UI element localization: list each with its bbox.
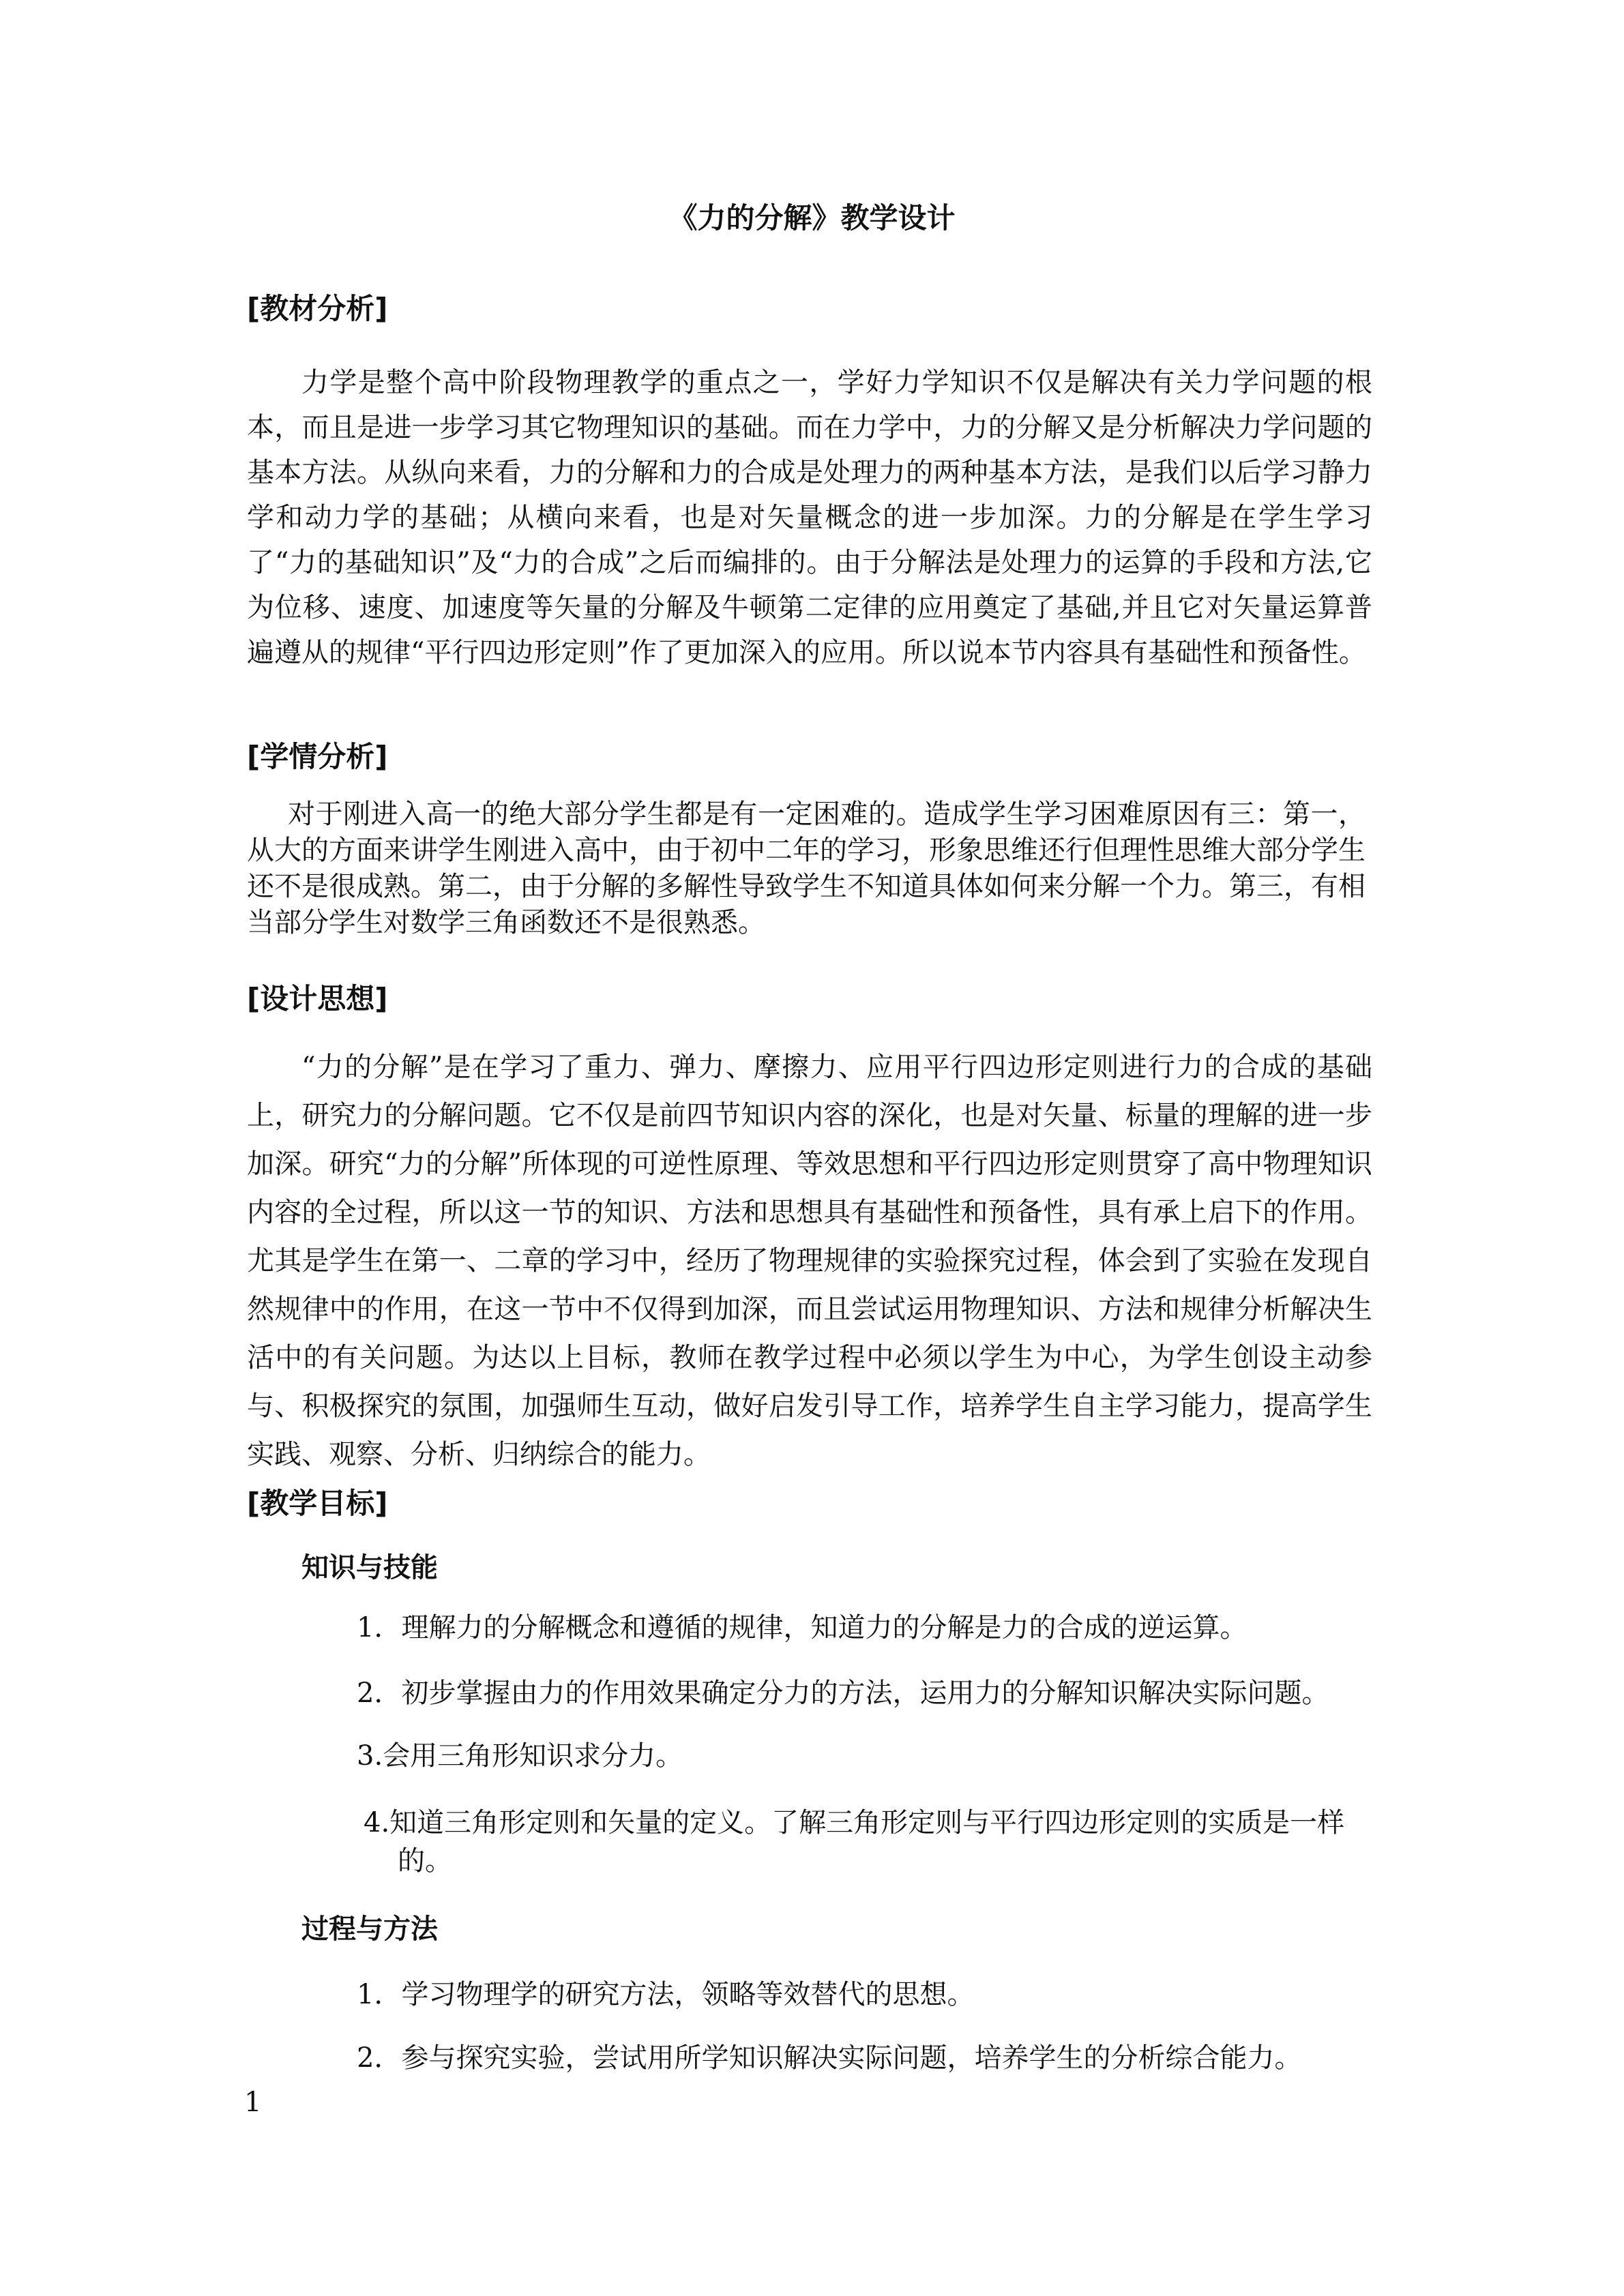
heading-teaching-goals: [教学目标] bbox=[247, 1487, 388, 1520]
subheading-knowledge-skills: 知识与技能 bbox=[301, 1552, 438, 1583]
heading-design-idea: [设计思想] bbox=[247, 982, 388, 1015]
list-item: 2．初步掌握由力的作用效果确定分力的方法，运用力的分解知识解决实际问题。 bbox=[357, 1678, 1329, 1709]
list-item: 4.知道三角形定则和矢量的定义。了解三角形定则与平行四边形定则的实质是一样的。 bbox=[364, 1807, 1345, 1877]
document-title: 《力的分解》教学设计 bbox=[668, 201, 956, 235]
heading-textbook-analysis: [教材分析] bbox=[247, 292, 388, 325]
paragraph-design-idea: “力的分解”是在学习了重力、弹力、摩擦力、应用平行四边形定则进行力的合成的基础上，研究力的分解问题。它不仅是前四节知识内容的深化，也是对矢量、标量的理解的进一步加深。研究“力的分解”所体现的可逆性原理、等效思想和平行四边形定则贯穿了高中物理知识内容的全过程，所以这一节的知识、方法和思想具有基础性和预备性，具有承上启下的作用。尤其是学生在第一、二章的学习中，经历了物理规律的实验探究过程，体会到了实验在发现自然规律中的作用，在这一节中不仅得到加深，而且尝试运用物理知识、方法和规律分析解决生活中的有关问题。为达以上目标，教师在教学过程中必须以学生为中心，为学生创设主动参与、积极探究的氛围，加强师生互动，做好启发引导工作，培养学生自主学习能力，提高学生实践、观察、分析、归纳综合的能力。 bbox=[247, 1052, 1372, 1470]
heading-student-analysis: [学情分析] bbox=[247, 740, 388, 773]
list-item: 1．理解力的分解概念和遵循的规律，知道力的分解是力的合成的逆运算。 bbox=[357, 1612, 1247, 1643]
subheading-process-methods: 过程与方法 bbox=[301, 1913, 438, 1945]
list-item: 3.会用三角形知识求分力。 bbox=[357, 1740, 683, 1772]
page-number: 1 bbox=[244, 2087, 262, 2118]
list-item: 2．参与探究实验，尝试用所学知识解决实际问题，培养学生的分析综合能力。 bbox=[357, 2042, 1302, 2074]
paragraph-textbook-analysis: 力学是整个高中阶段物理教学的重点之一，学好力学知识不仅是解决有关力学问题的根本，而且是进一步学习其它物理知识的基础。而在力学中，力的分解又是分析解决力学问题的基本方法。从纵向来看，力的分解和力的合成是处理力的两种基本方法，是我们以后学习静力学和动力学的基础；从横向来看，也是对矢量概念的进一步加深。力的分解是在学生学习了“力的基础知识”及“力的合成”之后而编排的。由于分解法是处理力的运算的手段和方法,它为位移、速度、加速度等矢量的分解及牛顿第二定律的应用奠定了基础,并且它对矢量运算普遍遵从的规律“平行四边形定则”作了更加深入的应用。所以说本节内容具有基础性和预备性。 bbox=[247, 367, 1372, 668]
paragraph-student-analysis: 对于刚进入高一的绝大部分学生都是有一定困难的。造成学生学习困难原因有三：第一，从大的方面来讲学生刚进入高中，由于初中二年的学习，形象思维还行但理性思维大部分学生还不是很成熟。第二，由于分解的多解性导致学生不知道具体如何来分解一个力。第三，有相当部分学生对数学三角函数还不是很熟悉。 bbox=[247, 799, 1365, 938]
list-item: 1．学习物理学的研究方法，领略等效替代的思想。 bbox=[357, 1979, 975, 2010]
